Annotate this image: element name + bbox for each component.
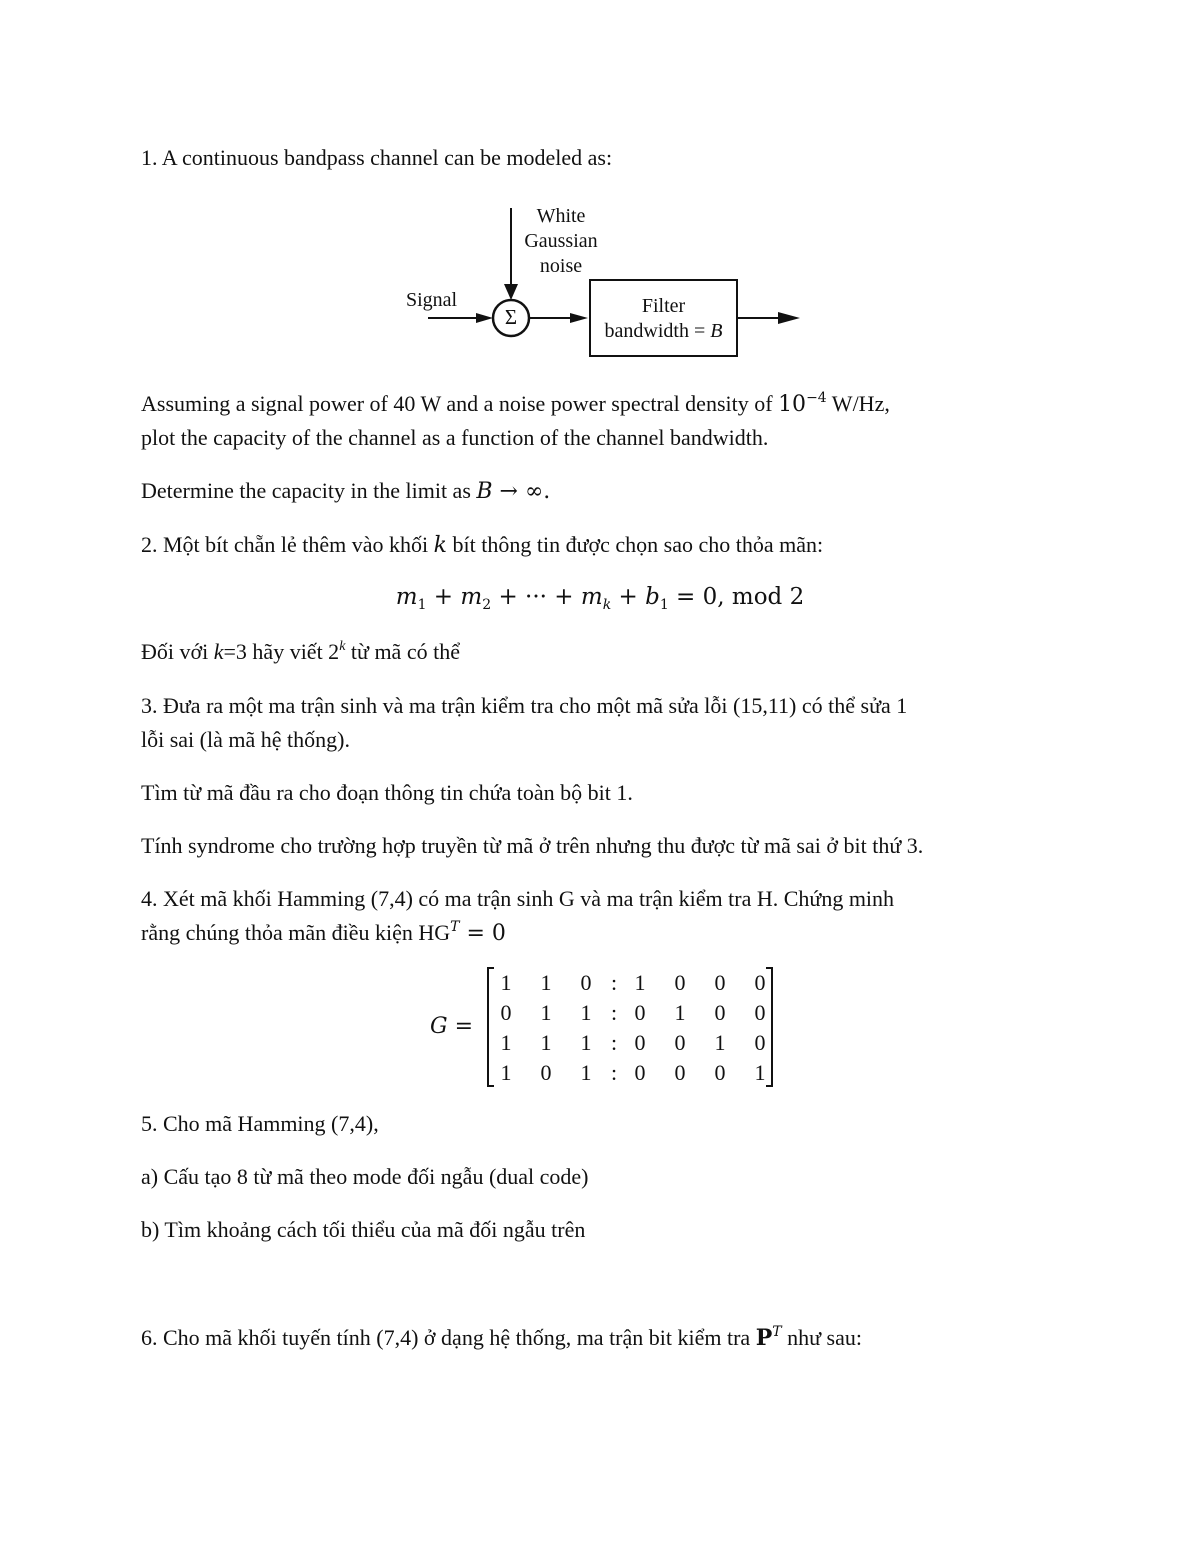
matrix-cell: 0: [634, 1060, 646, 1085]
matrix-cell: :: [610, 1060, 618, 1085]
filter-label-1: Filter: [641, 295, 686, 317]
matrix-row: [496, 1060, 766, 1090]
matrix-cell: 0: [674, 970, 686, 995]
matrix-cell: 1: [540, 970, 552, 995]
matrix-cell: 1: [500, 1060, 512, 1085]
matrix-row: [496, 1030, 766, 1060]
matrix-cell: 0: [714, 970, 726, 995]
q3-line-3: Tìm từ mã đầu ra cho đoạn thông tin chứa toàn bộ bit 1.: [141, 780, 633, 805]
q3-line-2: lỗi sai (là mã hệ thống).: [141, 727, 350, 752]
matrix-cell: :: [610, 1030, 618, 1055]
q2-parity-equation: $m_1 + m_2$ + ··· + $m_k + b_1 = 0$, mod 2: [395, 584, 805, 613]
matrix-row: [496, 1000, 766, 1030]
matrix-cell: 0: [540, 1060, 552, 1085]
matrix-cell: 0: [634, 1030, 646, 1055]
q1-intro: 1. A continuous bandpass channel can be modeled as:: [141, 145, 613, 170]
matrix-label: G =: [430, 1014, 474, 1039]
matrix-cell: 0: [714, 1000, 726, 1025]
q5-line-2: a) Cấu tạo 8 từ mã theo mode đối ngẫu (dual code): [141, 1164, 589, 1189]
matrix-cell: 1: [580, 1060, 592, 1085]
matrix-cell: 0: [634, 1000, 646, 1025]
matrix-cell: 1: [754, 1060, 766, 1085]
matrix-cell: 0: [754, 970, 766, 995]
noise-label-2: Gaussian: [524, 230, 598, 252]
q5-line-1: 5. Cho mã Hamming (7,4),: [141, 1111, 379, 1136]
matrix-cell: 1: [540, 1000, 552, 1025]
matrix-cell: 1: [714, 1030, 726, 1055]
matrix-row: [496, 970, 766, 1000]
q3-line-1: 3. Đưa ra một ma trận sinh và ma trận kiểm tra cho một mã sửa lỗi (15,11) có thể sửa 1: [141, 693, 908, 718]
matrix-cell: 0: [674, 1060, 686, 1085]
matrix-cell: 1: [500, 970, 512, 995]
q3-line-4: Tính syndrome cho trường hợp truyền từ mã ở trên nhưng thu được từ mã sai ở bit thứ 3.: [141, 833, 924, 858]
matrix-cell: :: [610, 1000, 618, 1025]
noise-label-1: White: [536, 205, 586, 227]
matrix-cell: 0: [674, 1030, 686, 1055]
q4-line-1: 4. Xét mã khối Hamming (7,4) có ma trận sinh G và ma trận kiểm tra H. Chứng minh: [141, 886, 895, 911]
matrix-cell: 1: [500, 1030, 512, 1055]
noise-label-3: noise: [539, 255, 583, 277]
q1-limit-instruction: Determine the capacity in the limit as B → ∞.: [141, 478, 551, 504]
matrix-cell: 0: [754, 1030, 766, 1055]
matrix-cell: 0: [714, 1060, 726, 1085]
q6-line-1: 6. Cho mã khối tuyến tính (7,4) ở dạng hệ thống, ma trận bit kiểm tra $P^T$ như sau:: [141, 1324, 862, 1351]
filter-label-2: bandwidth = B: [604, 320, 723, 342]
matrix-cell: 0: [580, 970, 592, 995]
q1-assumption: Assuming a signal power of 40 W and a noise power spectral density of $10^{-4}$ W/Hz,: [141, 390, 890, 417]
q2-text: 2. Một bít chẵn lẻ thêm vào khối k bít thông tin được chọn sao cho thỏa mãn:: [141, 532, 824, 558]
matrix-cell: 0: [500, 1000, 512, 1025]
matrix-cell: :: [610, 970, 618, 995]
q2-codewords: Đối với k=3 hãy viết 2$^k$ từ mã có thể: [141, 639, 460, 664]
sum-symbol: Σ: [504, 305, 518, 329]
q1-plot-instruction: plot the capacity of the channel as a function of the channel bandwidth.: [141, 425, 769, 450]
matrix-cell: 1: [634, 970, 646, 995]
signal-label: Signal: [406, 289, 458, 311]
channel-block-diagram: [400, 200, 820, 365]
matrix-cell: 1: [580, 1000, 592, 1025]
matrix-cell: 1: [674, 1000, 686, 1025]
q4-line-2: rằng chúng thỏa mãn điều kiện $HG^T = 0$: [141, 919, 506, 946]
q5-line-3: b) Tìm khoảng cách tối thiểu của mã đối ngẫu trên: [141, 1217, 586, 1242]
matrix-cell: 0: [754, 1000, 766, 1025]
matrix-cell: 1: [540, 1030, 552, 1055]
matrix-body: [486, 966, 774, 1088]
matrix-cell: 1: [580, 1030, 592, 1055]
